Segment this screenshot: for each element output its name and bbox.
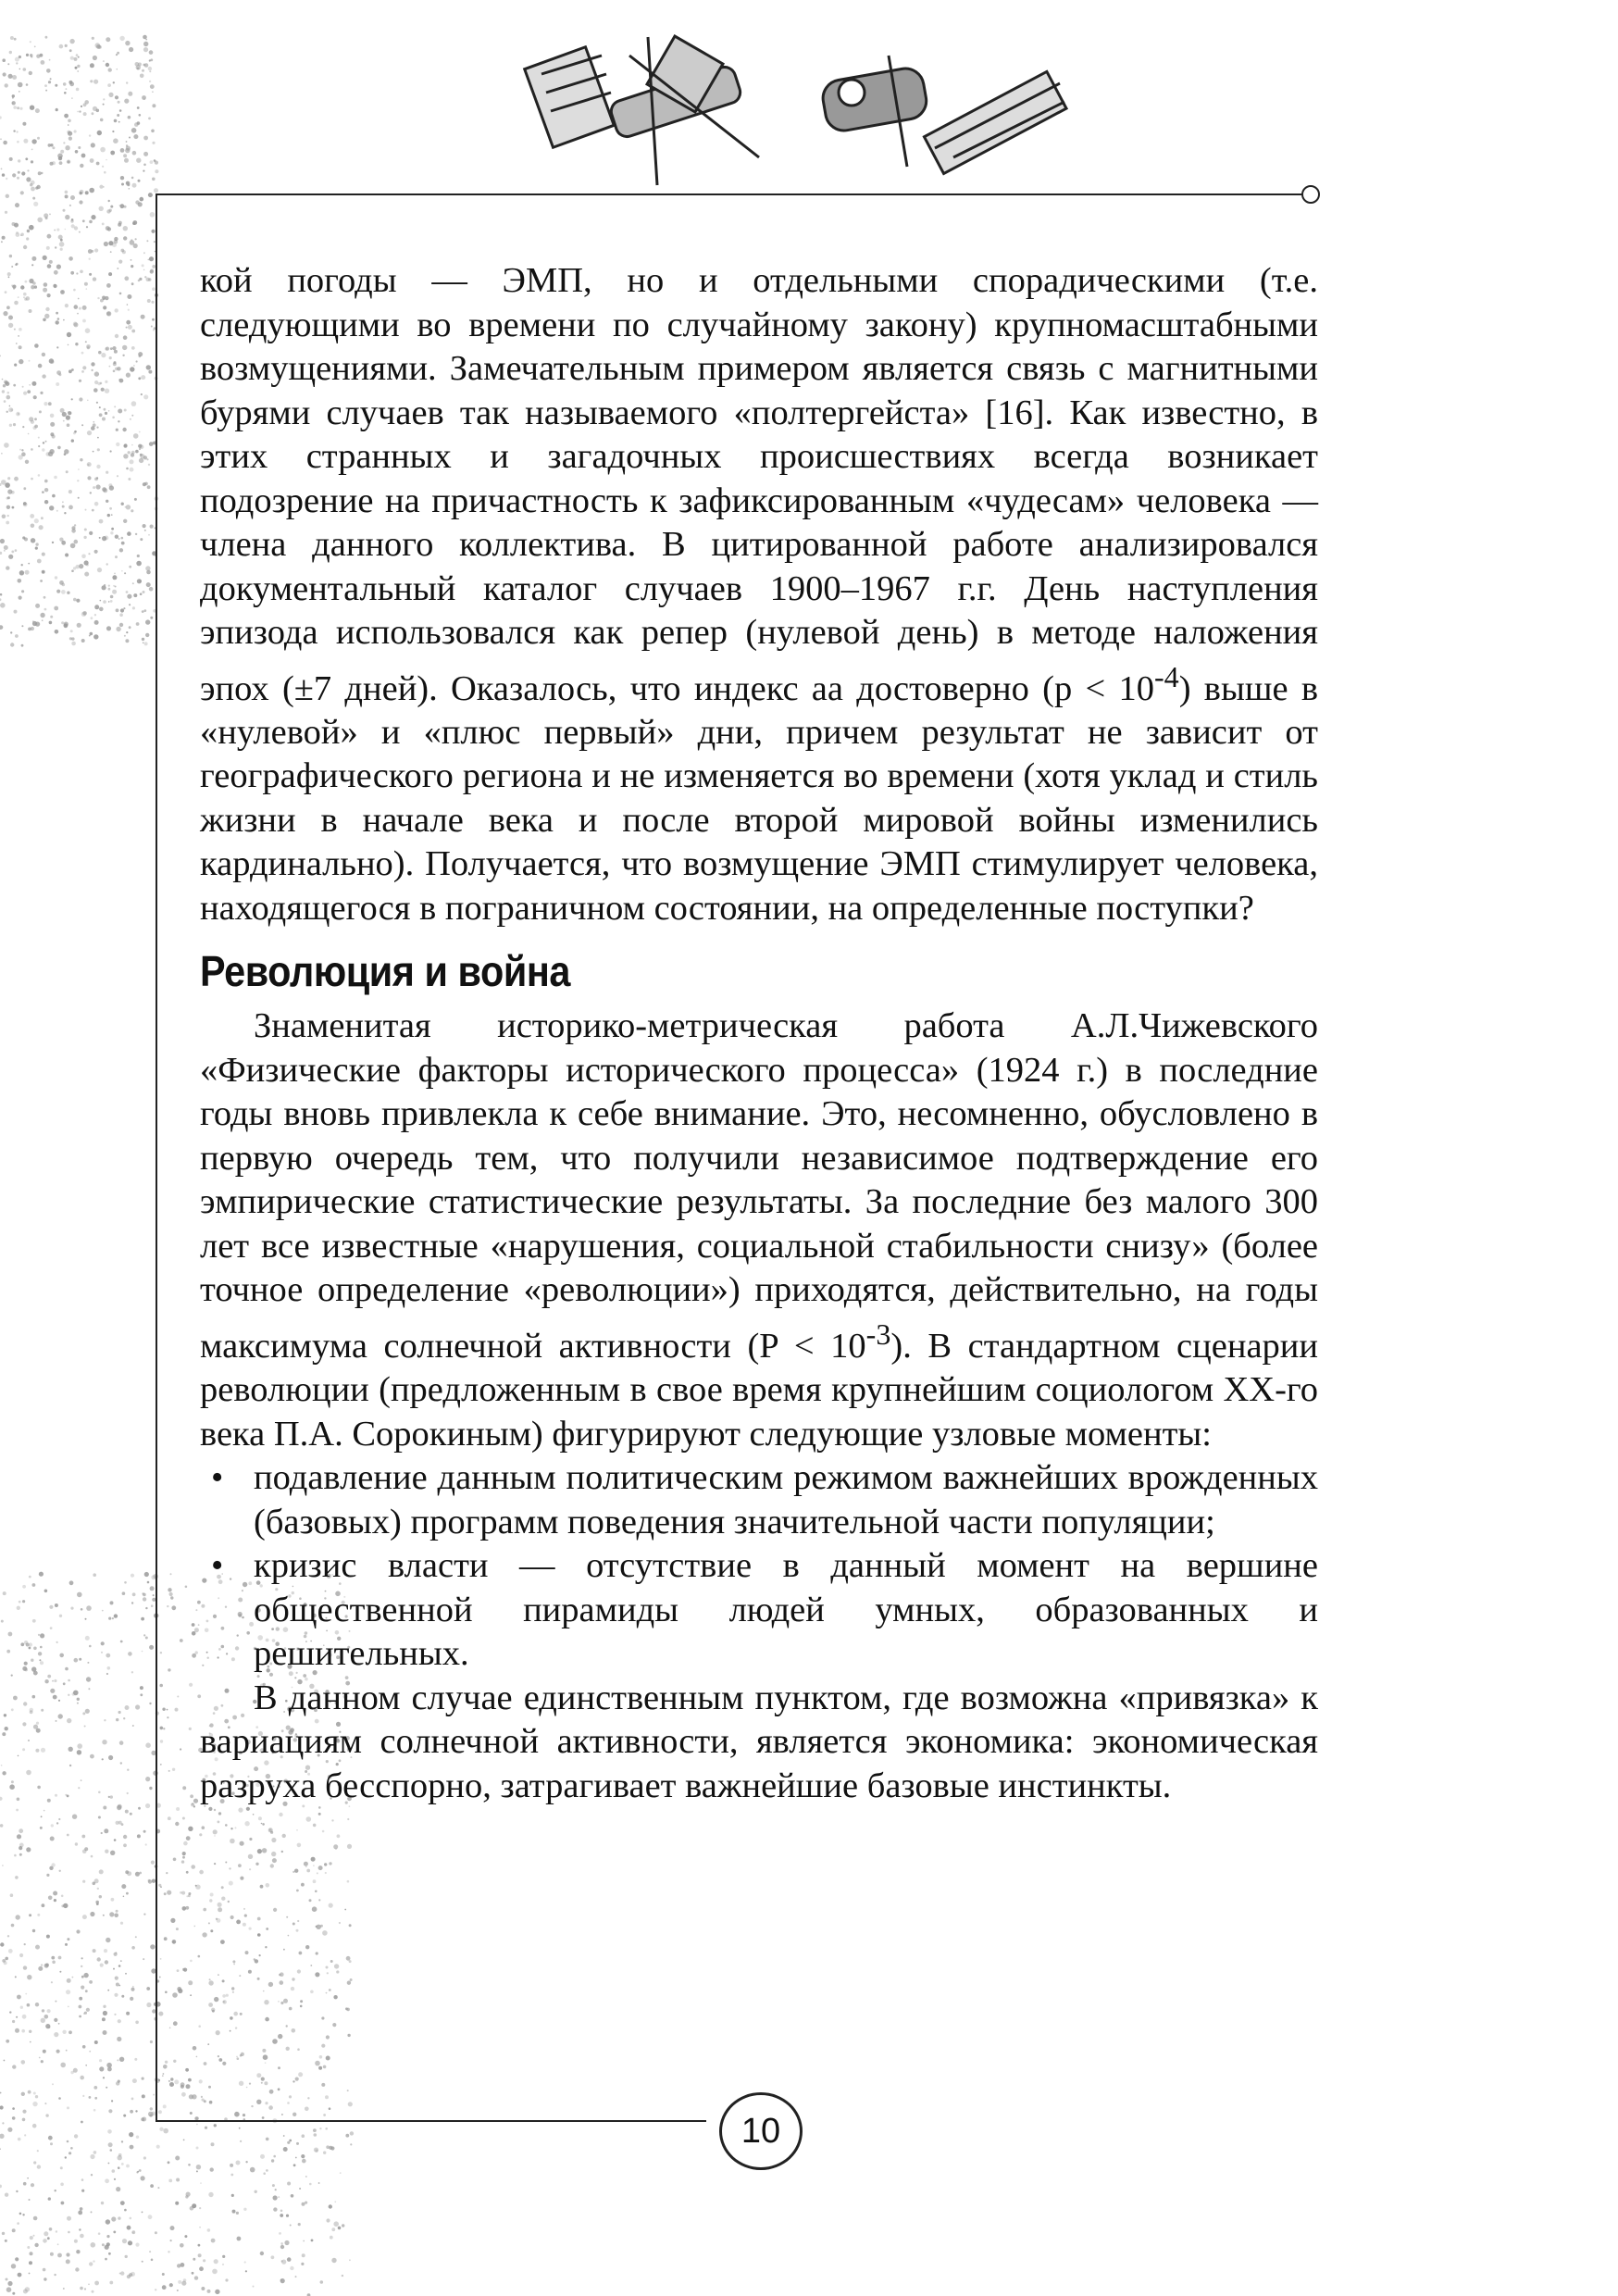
superscript-exponent: -3: [865, 1316, 891, 1351]
paragraph-3: В данном случае единственным пунктом, где возможна «привязка» к вариациям солнечной активности, является экономика: экономическая разруха бесспорно, затрагивает важнейшие базовые инстинкты.: [200, 1678, 1318, 1805]
page-number: 10: [719, 2092, 803, 2170]
frame-corner-ring: [1301, 185, 1320, 204]
paragraph-2-text-b: ). В стандартном сценарии революции (предложенным в свое время крупнейшим социологом XX-го века П.А. Сорокиным) фигурируют следующие узловые моменты:: [200, 1326, 1318, 1454]
frame-left-line: [156, 193, 157, 2121]
paragraph-1-text-b: ) выше в «нулевой» и «плюс первый» дни, причем результат не зависит от географического региона и не изменяется во времени (хотя уклад и стиль жизни в начале века и после второй мировой войны изменились кардинально). Получается, что возмущение ЭМП стимулирует человека, находящегося в пограничном состоянии, на определенные поступки?: [200, 668, 1319, 928]
bullet-list: [200, 1456, 1318, 1677]
list-item: [200, 1544, 1318, 1677]
superscript-exponent: -4: [1153, 659, 1179, 693]
list-item-text: кризис власти — отсутствие в данный момент на вершине общественной пирамиды людей умных, образованных и решительных.: [254, 1546, 1318, 1674]
frame-bottom-line: [156, 2120, 706, 2122]
paragraph-2: [200, 1004, 1318, 1456]
list-item: [200, 1456, 1318, 1544]
section-heading: Революция и война: [200, 947, 570, 996]
list-item-text: подавление данным политическим режимом важнейших врожденных (базовых) программ поведения значительной части популяции;: [254, 1458, 1318, 1541]
page-content: [200, 259, 1318, 1808]
paragraph-2-text-a: Знаменитая историко-метрическая работа А.Л.Чижевского «Физические факторы исторического процесса» (1924 г.) в последние годы вновь привлекла к себе внимание. Это, несомненно, обусловлено в первую очередь тем, что получили независимое подтверждение его эмпирические статистические результаты. За последние без малого 300 лет все известные «нарушения, социальной стабильности снизу» (более точное определение «революции») приходятся, действительно, на годы максимума солнечной активности (P < 10: [200, 1006, 1318, 1366]
bullet-icon: •: [211, 1458, 224, 1498]
paragraph-1: [200, 259, 1318, 930]
space-station-illustration: [518, 19, 1074, 204]
paragraph-1-text-a: кой погоды — ЭМП, но и отдельными спорадическими (т.е. следующими во времени по случайному закону) крупномасштабными возмущениями. Замечательным примером является связь с магнитными бурями случаев так называемого «полтергейста» [16]. Как известно, в этих странных и загадочных происшествиях всегда возникает подозрение на причастность к зафиксированным «чудесам» человека — члена данного коллектива. В цитированной работе анализировался документальный каталог случаев 1900–1967 г.г. День наступления эпизода использовался как репер (нулевой день) в методе наложения эпох (±7 дней). Оказалось, что индекс aa достоверно (p < 10: [200, 261, 1318, 708]
bullet-icon: •: [211, 1546, 224, 1586]
frame-top-line: [156, 193, 1303, 195]
